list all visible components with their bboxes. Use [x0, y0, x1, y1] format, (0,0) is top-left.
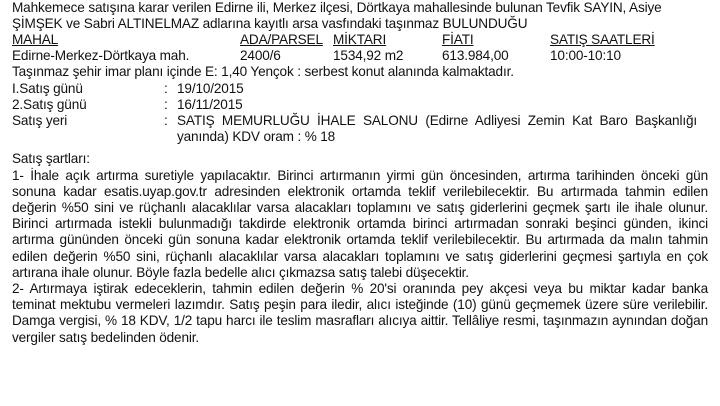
condition-2: 2- Artırmaya iştirak edeceklerin, tahmin edilen değerin % 20'si oranında pey akçesi veya bu miktar kadar banka teminat mektubu vermeleri lazımdır. Satış peşin para iledir, alıcı isteğinde (10) günü geçmemek üzere süre verilebilir. Damga vergisi, % 18 KDV, 1/2 tapu harcı ile teslim masrafları alıcıya aittir. Tellâliye resmi, taşınmazın aynından doğan vergiler satış bedelinden ödenir.	[12, 281, 708, 345]
condition-1: 1- İhale açık artırma suretiyle yapılacaktır. Birinci artırmanın yirmi gün öncesinden, artırma tarihinden önceki gün sonuna kadar esatis.uyap.gov.tr adresinden elektronik ortamda teklif verilebilecektir. Bu artırmada tahmin edilen değerin %50 sini ve rüçhanlı alacaklılar varsa alacakları toplamını ve satış giderlerini geçmek şartı ile ihale olunur. Birinci artırmada istekli bulunmadığı takdirde elektronik ortamda birinci artırmadan sonraki beşinci günden, ikinci artırma gününden önceki gün sonuna kadar elektronik ortamda teklif verilebilecektir. Bu artırmada da malın tahmin edilen değerin %50 sini, rüçhanlı alacaklılar varsa alacakları toplamını ve satış giderlerini geçmesi şartıyla en çok artırana ihale olunur. Böyle fazla bedelle alıcı çıkmazsa satış talebi düşecektir.	[12, 167, 708, 280]
zoning-note: Taşınmaz şehir imar planı içinde E: 1,40 Yençok : serbest konut alanında kalmaktadır.	[12, 64, 514, 80]
sale-place	[12, 113, 712, 145]
first-sale-label: I.Satış günü	[12, 80, 83, 96]
first-sale-value: 19/10/2015	[177, 80, 244, 96]
second-sale-label: 2.Satış günü	[12, 96, 87, 112]
second-sale-value: 16/11/2015	[177, 96, 243, 112]
cell-fiati: 613.984,00	[442, 48, 509, 64]
cell-miktari: 1534,92 m2	[333, 48, 404, 64]
table-row	[12, 48, 712, 64]
header-ada-parsel: ADA/PARSEL	[240, 32, 323, 48]
property-table-header	[12, 32, 712, 48]
separator: :	[164, 80, 168, 96]
conditions-title: Satış şartları:	[12, 151, 90, 167]
sale-place-value: SATIŞ MEMURLUĞU İHALE SALONU (Edirne Adliyesi Zemin Kat Baro Başkanlığı yanında) KDV oram : % 18	[177, 113, 697, 145]
header-satis-saatleri: SATIŞ SAATLERİ	[550, 32, 655, 48]
header-mahal: MAHAL	[12, 32, 59, 48]
first-sale-date	[12, 81, 712, 97]
second-sale-date	[12, 97, 712, 113]
separator: :	[164, 113, 168, 129]
auction-notice	[12, 0, 712, 346]
intro-text: Mahkemece satışına karar verilen Edirne ili, Merkez ilçesi, Dörtkaya mahallesinde bulunan Tevfik SAYIN, Asiye ŞİMŞEK ve Sabri ALTINELMAZ adlarına kayıtlı arsa vasfındaki taşınmaz BULUNDUĞU	[12, 0, 662, 32]
header-miktari: MİKTARI	[333, 32, 387, 48]
cell-satis-saatleri: 10:00-10:10	[550, 48, 621, 64]
cell-ada-parsel: 2400/6	[240, 48, 281, 64]
cell-mahal: Edirne-Merkez-Dörtkaya mah.	[12, 48, 190, 64]
separator: :	[164, 96, 168, 112]
header-fiati: FİATI	[442, 32, 474, 48]
sale-place-label: Satış yeri	[12, 113, 68, 129]
